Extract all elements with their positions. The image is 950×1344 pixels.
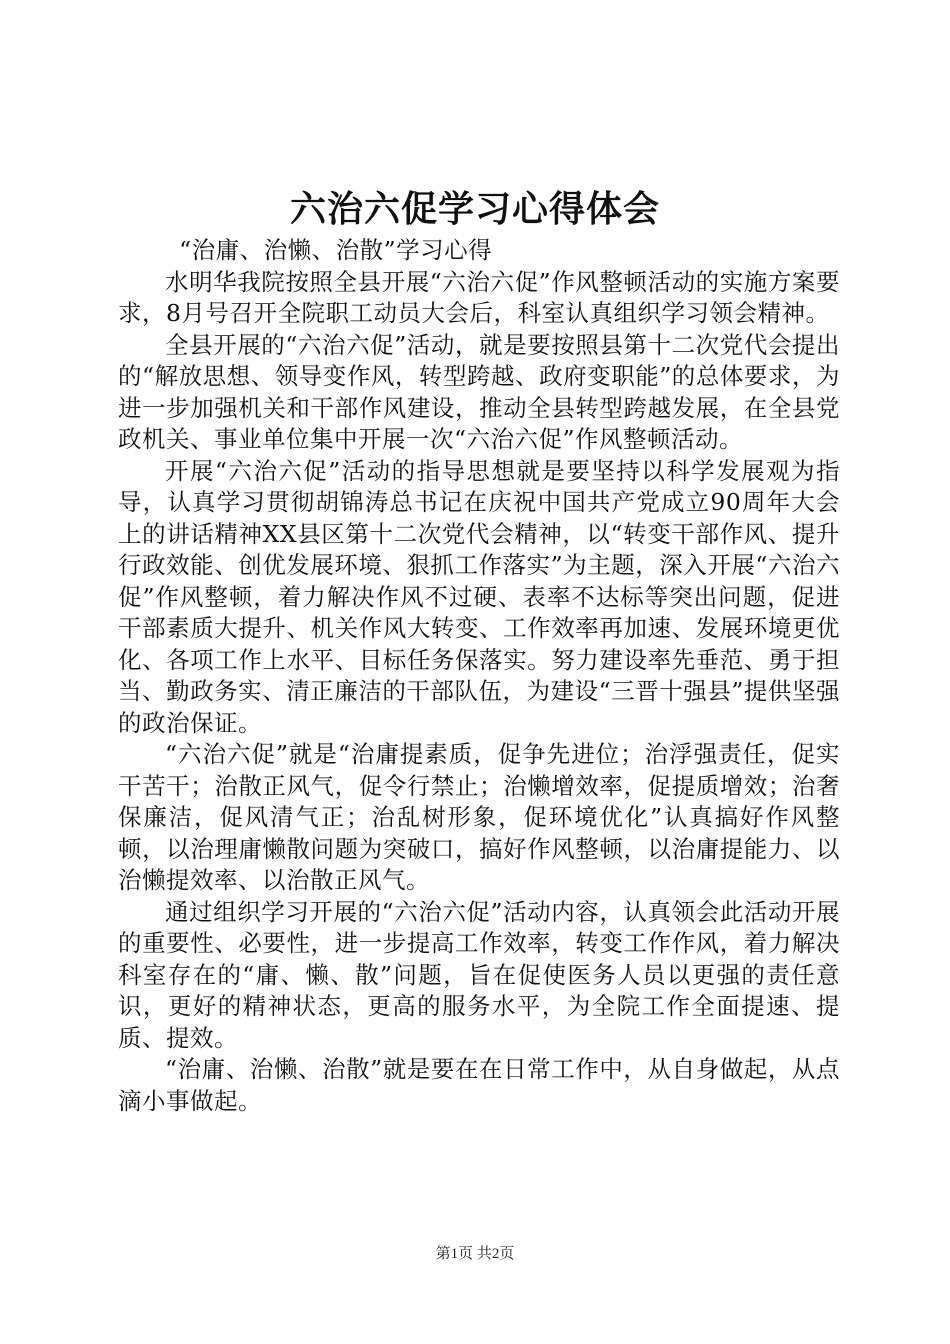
document-body: [118, 235, 840, 1117]
paragraph-3: 开展“六治六促”活动的指导思想就是要坚持以科学发展观为指导，认真学习贯彻胡锦涛总书记在庆祝中国共产党成立90周年大会上的讲话精神XX县区第十二次党代会精神，以“转变干部作风、提升行政效能、创优发展环境、狠抓工作落实”为主题，深入开展“六治六促”作风整顿，着力解决作风不过硬、表率不达标等突出问题，促进干部素质大提升、机关作风大转变、工作效率再加速、发展环境更优化、各项工作上水平、目标任务保落实。努力建设率先垂范、勇于担当、勤政务实、清正廉洁的干部队伍，为建设“三晋十强县”提供坚强的政治保证。: [118, 456, 840, 737]
paragraph-5: 通过组织学习开展的“六治六促”活动内容，认真领会此活动开展的重要性、必要性，进一步提高工作效率，转变工作作风，着力解决科室存在的“庸、懒、散”问题，旨在促使医务人员以更强的责任意识，更好的精神状态，更高的服务水平，为全院工作全面提速、提质、提效。: [118, 897, 840, 1052]
document-title: 六治六促学习心得体会: [289, 188, 660, 230]
paragraph-2: 全县开展的“六治六促”活动，就是要按照县第十二次党代会提出的“解放思想、领导变作风，转型跨越、政府变职能”的总体要求，为进一步加强机关和干部作风建设，推动全县转型跨越发展，在全县党政机关、事业单位集中开展一次“六治六促”作风整顿活动。: [118, 330, 840, 453]
paragraph-4: “六治六促”就是“治庸提素质，促争先进位；治浮强责任，促实干苦干；治散正风气，促令行禁止；治懒增效率，促提质增效；治奢保廉洁，促风清气正；治乱树形象，促环境优化”认真搞好作风整顿，以治理庸懒散问题为突破口，搞好作风整顿，以治庸提能力、以治懒提效率、以治散正风气。: [118, 740, 840, 894]
document-subtitle: “治庸、治懒、治散”学习心得: [179, 236, 493, 264]
paragraph-6: “治庸、治懒、治散”就是要在在日常工作中，从自身做起，从点滴小事做起。: [118, 1055, 840, 1115]
page-number-footer: 第1页 共2页: [435, 1246, 515, 1262]
paragraph-1: 水明华我院按照全县开展“六治六促”作风整顿活动的实施方案要求，8月号召开全院职工动员大会后，科室认真组织学习领会精神。: [118, 267, 840, 327]
